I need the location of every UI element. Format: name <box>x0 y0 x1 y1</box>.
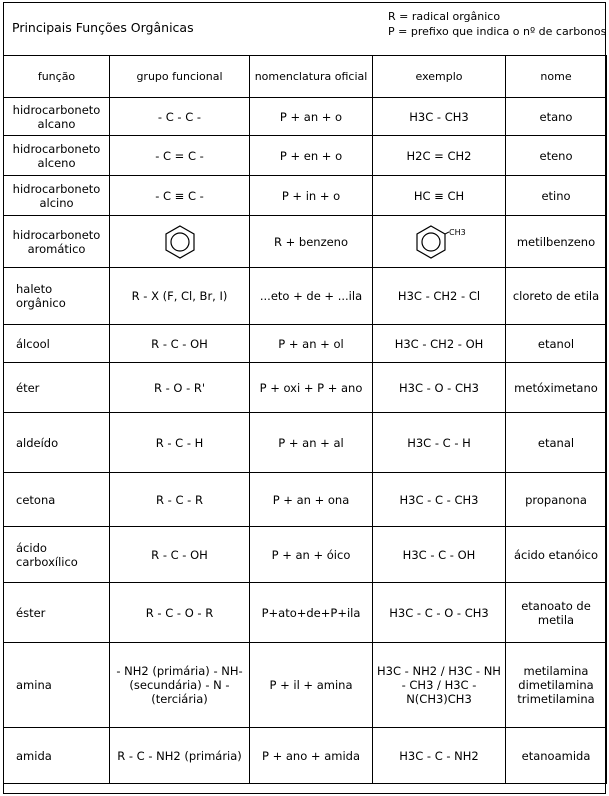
row-grupo: R - O - R' <box>110 363 250 413</box>
row-exemplo: H3C - C - O - CH3 <box>373 583 506 643</box>
row-nomenclatura: P + il + amina <box>250 643 373 728</box>
row-exemplo: H3C - CH3 <box>373 98 506 136</box>
header-grupo: grupo funcional <box>110 56 250 98</box>
header-exemplo: exemplo <box>373 56 506 98</box>
row-nome: propanona <box>506 473 607 527</box>
row-exemplo: H3C - C - NH2 <box>373 728 506 784</box>
page-title: Principais Funções Orgânicas <box>12 20 194 35</box>
row-nome: etano <box>506 98 607 136</box>
row-nomenclatura: P + an + ona <box>250 473 373 527</box>
legend <box>388 9 606 39</box>
row-grupo: R - X (F, Cl, Br, I) <box>110 268 250 325</box>
row-funcao: ácido carboxílico <box>4 527 110 583</box>
row-grupo: - C ≡ C - <box>110 176 250 216</box>
row-grupo: R - C - NH2 (primária) <box>110 728 250 784</box>
row-funcao: haleto orgânico <box>4 268 110 325</box>
row-grupo: - NH2 (primária) - NH- (secundária) - N - (terciária) <box>110 643 250 728</box>
row-funcao: álcool <box>4 325 110 363</box>
legend-r: R = radical orgânico <box>388 10 501 23</box>
row-funcao: hidrocarboneto aromático <box>4 216 110 268</box>
table-header-row <box>4 56 607 98</box>
header-nomenclatura: nomenclatura oficial <box>250 56 373 98</box>
legend-p: P = prefixo que indica o nº de carbonos <box>388 25 607 38</box>
row-nome: ácido etanóico <box>506 527 607 583</box>
row-grupo: - C - C - <box>110 98 250 136</box>
row-nomenclatura: P + an + al <box>250 413 373 473</box>
row-nome: etino <box>506 176 607 216</box>
row-funcao: hidrocarboneto alcino <box>4 176 110 216</box>
header-nome: nome <box>506 56 607 98</box>
row-exemplo: H3C - O - CH3 <box>373 363 506 413</box>
row-nomenclatura: P + in + o <box>250 176 373 216</box>
row-exemplo: H3C - NH2 / H3C - NH - CH3 / H3C - N(CH3)CH3 <box>373 643 506 728</box>
row-nomenclatura: P + en + o <box>250 136 373 176</box>
row-nomenclatura: R + benzeno <box>250 216 373 268</box>
row-nome: metóximetano <box>506 363 607 413</box>
row-funcao: amida <box>4 728 110 784</box>
row-exemplo: H3C - C - H <box>373 413 506 473</box>
table-row <box>4 583 607 643</box>
row-nomenclatura: P+ato+de+P+ila <box>250 583 373 643</box>
table-row <box>4 136 607 176</box>
functions-table <box>3 55 607 784</box>
row-funcao: hidrocarboneto alceno <box>4 136 110 176</box>
row-grupo: R - C - OH <box>110 527 250 583</box>
row-funcao: aldeído <box>4 413 110 473</box>
row-nomenclatura: P + oxi + P + ano <box>250 363 373 413</box>
row-grupo: R - C - OH <box>110 325 250 363</box>
row-exemplo: HC ≡ CH <box>373 176 506 216</box>
row-funcao: hidrocarboneto alcano <box>4 98 110 136</box>
row-nome: eteno <box>506 136 607 176</box>
toluene-ring-icon <box>413 224 449 260</box>
row-grupo: R - C - O - R <box>110 583 250 643</box>
table-row <box>4 413 607 473</box>
row-funcao: cetona <box>4 473 110 527</box>
header-funcao: função <box>4 56 110 98</box>
row-nome: metilamina dimetilamina trimetilamina <box>506 643 607 728</box>
table-row <box>4 98 607 136</box>
row-grupo: R - C - H <box>110 413 250 473</box>
row-nome: etanoato de metila <box>506 583 607 643</box>
table-row <box>4 216 607 268</box>
row-funcao: éster <box>4 583 110 643</box>
row-nomenclatura: P + an + ol <box>250 325 373 363</box>
table-row <box>4 473 607 527</box>
table-row <box>4 268 607 325</box>
row-nome: etanol <box>506 325 607 363</box>
table-row <box>4 643 607 728</box>
row-exemplo <box>373 216 506 268</box>
row-exemplo: H2C = CH2 <box>373 136 506 176</box>
table-row <box>4 363 607 413</box>
row-grupo: R - C - R <box>110 473 250 527</box>
row-nomenclatura: P + an + óico <box>250 527 373 583</box>
row-grupo: - C = C - <box>110 136 250 176</box>
benzene-ring-icon <box>162 224 198 260</box>
row-funcao: amina <box>4 643 110 728</box>
table-row <box>4 728 607 784</box>
table-row <box>4 527 607 583</box>
row-exemplo: H3C - C - OH <box>373 527 506 583</box>
row-nomenclatura: ...eto + de + ...ila <box>250 268 373 325</box>
table-row <box>4 325 607 363</box>
methyl-label: CH3 <box>449 227 466 237</box>
row-exemplo: H3C - CH2 - OH <box>373 325 506 363</box>
row-exemplo: H3C - C - CH3 <box>373 473 506 527</box>
row-nomenclatura: P + ano + amida <box>250 728 373 784</box>
row-exemplo: H3C - CH2 - Cl <box>373 268 506 325</box>
row-funcao: éter <box>4 363 110 413</box>
row-nome: cloreto de etila <box>506 268 607 325</box>
row-nomenclatura: P + an + o <box>250 98 373 136</box>
row-nome: etanal <box>506 413 607 473</box>
row-nome: etanoamida <box>506 728 607 784</box>
row-nome: metilbenzeno <box>506 216 607 268</box>
row-grupo <box>110 216 250 268</box>
table-row <box>4 176 607 216</box>
